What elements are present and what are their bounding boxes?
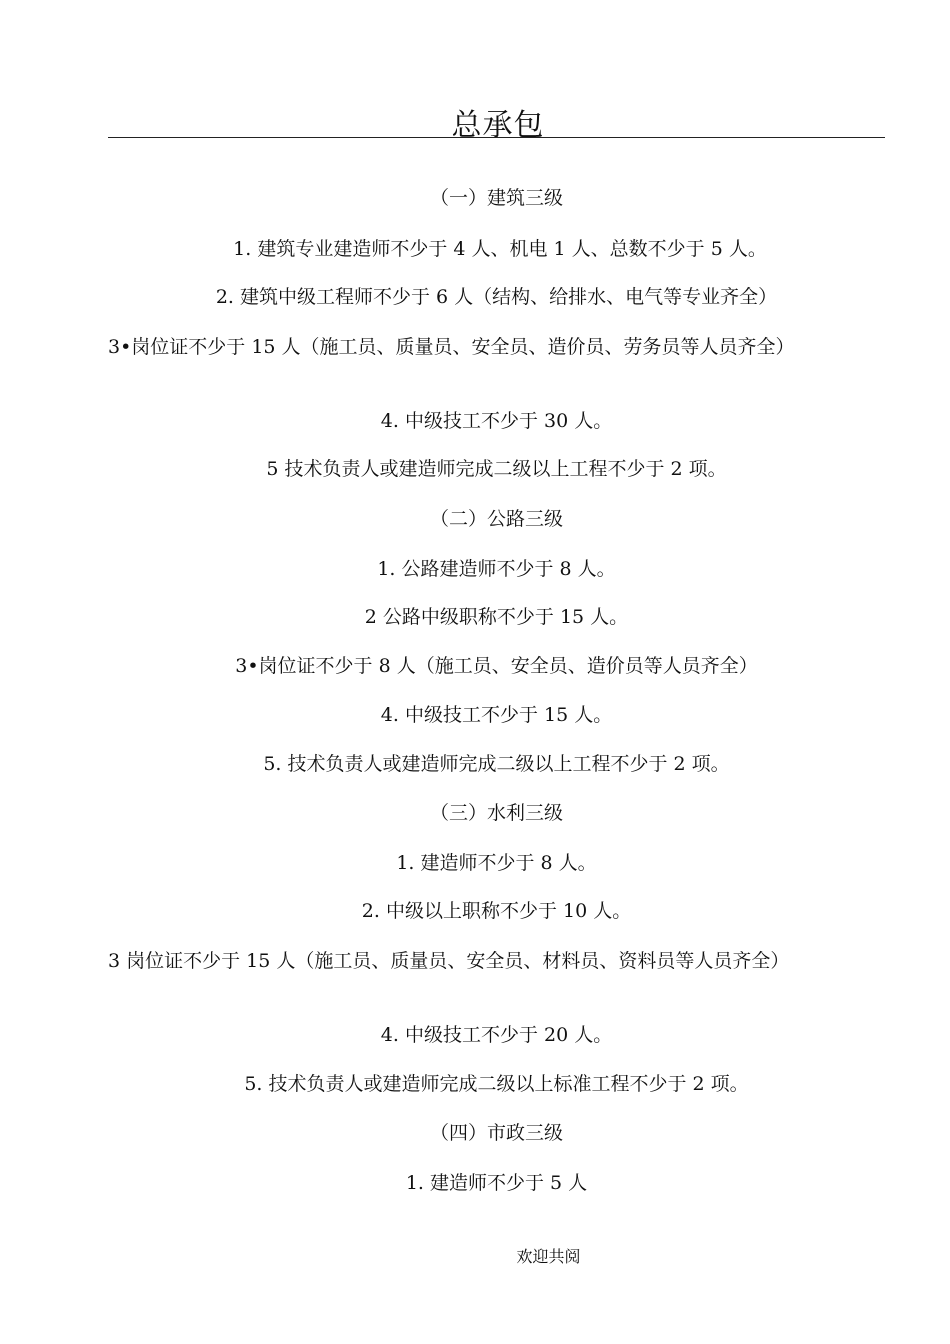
list-item: 1. 公路建造师不少于 8 人。	[377, 558, 616, 580]
page-footer: 欢迎共阅	[516, 1247, 581, 1266]
list-item: 4. 中级技工不少于 20 人。	[380, 1024, 613, 1046]
section-heading-water: （三）水利三级	[429, 802, 563, 824]
list-item: 2. 中级以上职称不少于 10 人。	[361, 900, 632, 922]
section-heading-municipal: （四）市政三级	[429, 1122, 563, 1144]
list-item: 2 公路中级职称不少于 15 人。	[364, 606, 629, 628]
title-underline	[108, 137, 885, 138]
list-item: 4. 中级技工不少于 30 人。	[380, 410, 613, 432]
list-item: 3•岗位证不少于 15 人（施工员、质量员、安全员、造价员、劳务员等人员齐全）	[108, 336, 795, 358]
list-item: 3 岗位证不少于 15 人（施工员、质量员、安全员、材料员、资料员等人员齐全）	[108, 950, 790, 972]
list-item: 4. 中级技工不少于 15 人。	[380, 704, 613, 726]
page-title: 总承包	[451, 108, 545, 143]
section-heading-building: （一）建筑三级	[429, 187, 563, 209]
list-item: 1. 建造师不少于 5 人	[405, 1172, 588, 1194]
list-item: 5. 技术负责人或建造师完成二级以上工程不少于 2 项。	[263, 753, 730, 775]
list-item: 3•岗位证不少于 8 人（施工员、安全员、造价员等人员齐全）	[235, 655, 758, 677]
list-item: 1. 建筑专业建造师不少于 4 人、机电 1 人、总数不少于 5 人。	[233, 238, 767, 260]
list-item: 1. 建造师不少于 8 人。	[396, 852, 597, 874]
section-heading-highway: （二）公路三级	[429, 508, 563, 530]
list-item: 5 技术负责人或建造师完成二级以上工程不少于 2 项。	[266, 458, 727, 480]
list-item: 2. 建筑中级工程师不少于 6 人（结构、给排水、电气等专业齐全）	[215, 286, 778, 308]
list-item: 5. 技术负责人或建造师完成二级以上标准工程不少于 2 项。	[244, 1073, 749, 1095]
